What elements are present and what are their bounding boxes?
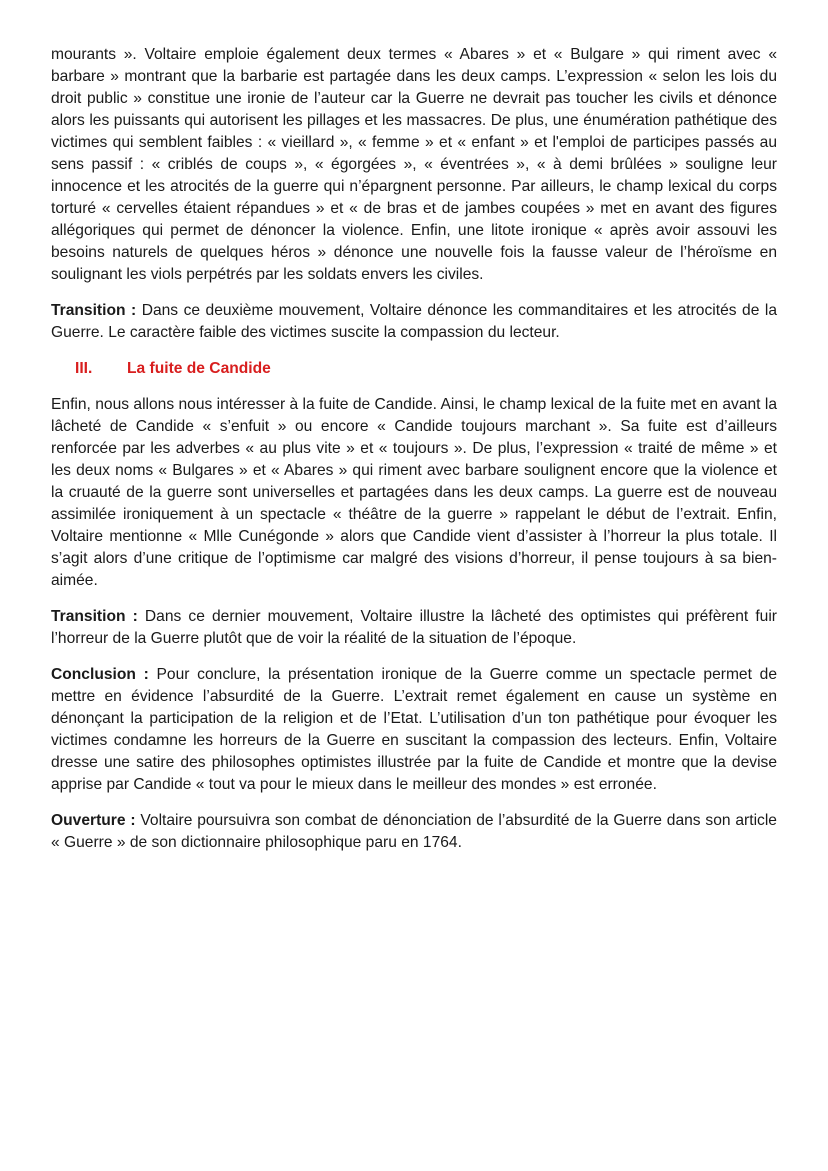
spacer (51, 380, 777, 394)
transition-text: Dans ce deuxième mouvement, Voltaire dénonce les commanditaires et les atrocités de la Guerre. Le caractère faible des victimes suscite la compassion du lecteur. (51, 302, 777, 341)
conclusion-text: Pour conclure, la présentation ironique de la Guerre comme un spectacle permet de mettre en évidence l’absurdité de la Guerre. L’extrait remet également en cause un système en dénonçant la participation de la religion et de l’Etat. L’utilisation d’un ton pathétique pour évoquer les victimes condamne les horreurs de la Guerre en suscitant la compassion des lecteurs. Enfin, Voltaire dresse une satire des philosophes optimistes illustrée par la fuite de Candide et montre que la devise apprise par Candide « tout va pour le mieux dans le meilleur des mondes » est erronée. (51, 666, 777, 793)
conclusion-paragraph (51, 664, 777, 796)
ouverture-label: Ouverture : (51, 812, 136, 829)
ouverture-paragraph (51, 810, 777, 854)
section-heading-3 (51, 358, 777, 380)
transition-paragraph-1 (51, 300, 777, 344)
spacer (51, 592, 777, 606)
spacer (51, 650, 777, 664)
transition-paragraph-2 (51, 606, 777, 650)
section-number: III. (75, 360, 93, 377)
conclusion-label: Conclusion : (51, 666, 149, 683)
transition-label: Transition : (51, 608, 138, 625)
transition-text: Dans ce dernier mouvement, Voltaire illustre la lâcheté des optimistes qui préfèrent fuir l’horreur de la Guerre plutôt que de voir la réalité de la situation de l’époque. (51, 608, 777, 647)
spacer (51, 286, 777, 300)
ouverture-text: Voltaire poursuivra son combat de dénonciation de l’absurdité de la Guerre dans son article « Guerre » de son dictionnaire philosophique paru en 1764. (51, 812, 777, 851)
section-title: La fuite de Candide (127, 360, 271, 377)
analysis-paragraph-2: Enfin, nous allons nous intéresser à la fuite de Candide. Ainsi, le champ lexical de la fuite met en avant la lâcheté de Candide « s’enfuit » ou encore « Candide toujours marchant ». Sa fuite est d’ailleurs renforcée par les adverbes « au plus vite » et « toujours ». De plus, l’expression « traité de même » et les deux noms « Bulgares » et « Abares » qui riment avec barbare soulignent encore que la violence et la cruauté de la guerre sont universelles et partagées dans les deux camps. La guerre est de nouveau assimilée ironiquement à un spectacle « théâtre de la guerre » rappelant le début de l’extrait. Enfin, Voltaire mentionne « Mlle Cunégonde » alors que Candide vient d’assister à l’horreur la plus totale. Il s’agit alors d’une critique de l’optimisme car malgré des visions d’horreur, il pense toujours à sa bien-aimée. (51, 396, 777, 589)
transition-label: Transition : (51, 302, 137, 319)
spacer (51, 344, 777, 358)
spacer (51, 796, 777, 810)
analysis-paragraph-1: mourants ». Voltaire emploie également deux termes « Abares » et « Bulgare » qui riment avec « barbare » montrant que la barbarie est partagée dans les deux camps. L’expression « selon les lois du droit public » constitue une ironie de l’auteur car la Guerre ne devrait pas toucher les civils et dénonce alors les puissants qui autorisent les pillages et les massacres. De plus, une énumération pathétique des victimes qui semblent faibles : « vieillard », « femme » et « enfant » et l'emploi de participes passés au sens passif : « criblés de coups », « égorgées », « éventrées », « à demi brûlées » souligne leur innocence et les atrocités de la guerre qui n’épargnent personne. Par ailleurs, le champ lexical du corps torturé « cervelles étaient répandues » et « de bras et de jambes coupées » met en avant des figures allégoriques qui permet de dénoncer la violence. Enfin, une litote ironique « après avoir assouvi les besoins naturels de quelques héros » dénonce une nouvelle fois la fausse valeur de l’héroïsme en soulignant les viols perpétrés par les soldats envers les civiles. (51, 46, 777, 283)
